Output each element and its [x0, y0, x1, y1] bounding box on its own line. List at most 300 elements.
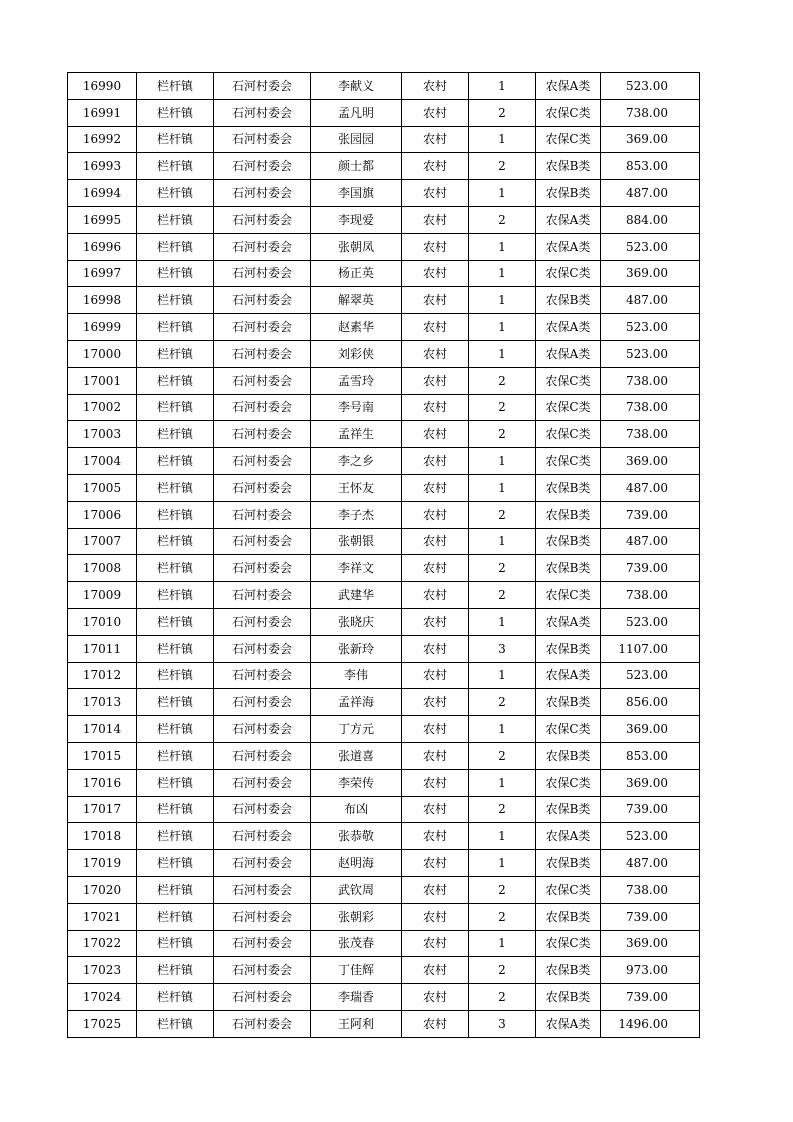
amount-cell: 523.00	[601, 340, 700, 367]
serial-number-cell: 16995	[68, 206, 137, 233]
person-name-cell: 张恭敬	[311, 823, 402, 850]
village-committee-cell: 石河村委会	[214, 153, 311, 180]
insurance-category-cell: 农保C类	[536, 582, 601, 609]
area-type-cell: 农村	[402, 73, 469, 100]
area-type-cell: 农村	[402, 716, 469, 743]
person-name-cell: 李瑞香	[311, 984, 402, 1011]
amount-cell: 523.00	[601, 73, 700, 100]
table-row	[68, 635, 700, 662]
village-committee-cell: 石河村委会	[214, 662, 311, 689]
area-type-cell: 农村	[402, 635, 469, 662]
serial-number-cell: 16994	[68, 180, 137, 207]
serial-number-cell: 17025	[68, 1010, 137, 1037]
village-committee-cell: 石河村委会	[214, 608, 311, 635]
amount-cell: 853.00	[601, 742, 700, 769]
insurance-category-cell: 农保A类	[536, 314, 601, 341]
village-committee-cell: 石河村委会	[214, 582, 311, 609]
area-type-cell: 农村	[402, 528, 469, 555]
village-committee-cell: 石河村委会	[214, 501, 311, 528]
area-type-cell: 农村	[402, 608, 469, 635]
amount-cell: 369.00	[601, 126, 700, 153]
insurance-category-cell: 农保B类	[536, 474, 601, 501]
table-row	[68, 876, 700, 903]
town-cell: 栏杆镇	[137, 1010, 214, 1037]
insurance-category-cell: 农保C类	[536, 769, 601, 796]
town-cell: 栏杆镇	[137, 474, 214, 501]
insurance-category-cell: 农保B类	[536, 501, 601, 528]
amount-cell: 487.00	[601, 528, 700, 555]
serial-number-cell: 17021	[68, 903, 137, 930]
amount-cell: 1496.00	[601, 1010, 700, 1037]
person-name-cell: 李荣传	[311, 769, 402, 796]
town-cell: 栏杆镇	[137, 421, 214, 448]
area-type-cell: 农村	[402, 689, 469, 716]
area-type-cell: 农村	[402, 582, 469, 609]
amount-cell: 738.00	[601, 99, 700, 126]
person-name-cell: 张新玲	[311, 635, 402, 662]
village-committee-cell: 石河村委会	[214, 528, 311, 555]
household-count-cell: 1	[469, 716, 536, 743]
person-name-cell: 王阿利	[311, 1010, 402, 1037]
amount-cell: 738.00	[601, 367, 700, 394]
table-row	[68, 582, 700, 609]
table-row	[68, 474, 700, 501]
town-cell: 栏杆镇	[137, 716, 214, 743]
serial-number-cell: 17000	[68, 340, 137, 367]
village-committee-cell: 石河村委会	[214, 796, 311, 823]
serial-number-cell: 17020	[68, 876, 137, 903]
amount-cell: 738.00	[601, 876, 700, 903]
area-type-cell: 农村	[402, 99, 469, 126]
household-count-cell: 3	[469, 635, 536, 662]
area-type-cell: 农村	[402, 930, 469, 957]
household-count-cell: 1	[469, 233, 536, 260]
village-committee-cell: 石河村委会	[214, 287, 311, 314]
village-committee-cell: 石河村委会	[214, 1010, 311, 1037]
insurance-category-cell: 农保B类	[536, 903, 601, 930]
household-count-cell: 1	[469, 769, 536, 796]
area-type-cell: 农村	[402, 957, 469, 984]
village-committee-cell: 石河村委会	[214, 903, 311, 930]
person-name-cell: 李现爱	[311, 206, 402, 233]
person-name-cell: 李国旗	[311, 180, 402, 207]
person-name-cell: 李祥文	[311, 555, 402, 582]
insurance-category-cell: 农保B类	[536, 287, 601, 314]
insurance-category-cell: 农保C类	[536, 876, 601, 903]
person-name-cell: 丁佳辉	[311, 957, 402, 984]
person-name-cell: 李号南	[311, 394, 402, 421]
town-cell: 栏杆镇	[137, 903, 214, 930]
household-count-cell: 1	[469, 73, 536, 100]
town-cell: 栏杆镇	[137, 206, 214, 233]
serial-number-cell: 17019	[68, 850, 137, 877]
serial-number-cell: 16996	[68, 233, 137, 260]
town-cell: 栏杆镇	[137, 662, 214, 689]
serial-number-cell: 17008	[68, 555, 137, 582]
table-row	[68, 206, 700, 233]
household-count-cell: 1	[469, 340, 536, 367]
area-type-cell: 农村	[402, 206, 469, 233]
table-row	[68, 769, 700, 796]
person-name-cell: 武钦周	[311, 876, 402, 903]
village-committee-cell: 石河村委会	[214, 716, 311, 743]
serial-number-cell: 16993	[68, 153, 137, 180]
table-row	[68, 501, 700, 528]
serial-number-cell: 17014	[68, 716, 137, 743]
household-count-cell: 2	[469, 689, 536, 716]
area-type-cell: 农村	[402, 367, 469, 394]
table-row	[68, 448, 700, 475]
serial-number-cell: 17003	[68, 421, 137, 448]
village-committee-cell: 石河村委会	[214, 850, 311, 877]
household-count-cell: 1	[469, 126, 536, 153]
village-committee-cell: 石河村委会	[214, 876, 311, 903]
insurance-category-cell: 农保B类	[536, 957, 601, 984]
village-committee-cell: 石河村委会	[214, 421, 311, 448]
insurance-category-cell: 农保B类	[536, 180, 601, 207]
household-count-cell: 2	[469, 367, 536, 394]
serial-number-cell: 17009	[68, 582, 137, 609]
village-committee-cell: 石河村委会	[214, 340, 311, 367]
serial-number-cell: 17004	[68, 448, 137, 475]
area-type-cell: 农村	[402, 769, 469, 796]
amount-cell: 1107.00	[601, 635, 700, 662]
village-committee-cell: 石河村委会	[214, 233, 311, 260]
amount-cell: 369.00	[601, 260, 700, 287]
insurance-category-cell: 农保B类	[536, 742, 601, 769]
area-type-cell: 农村	[402, 287, 469, 314]
household-count-cell: 3	[469, 1010, 536, 1037]
amount-cell: 739.00	[601, 984, 700, 1011]
area-type-cell: 农村	[402, 340, 469, 367]
town-cell: 栏杆镇	[137, 73, 214, 100]
amount-cell: 739.00	[601, 555, 700, 582]
serial-number-cell: 17013	[68, 689, 137, 716]
table-row	[68, 823, 700, 850]
serial-number-cell: 17017	[68, 796, 137, 823]
town-cell: 栏杆镇	[137, 153, 214, 180]
insurance-category-cell: 农保C类	[536, 448, 601, 475]
amount-cell: 853.00	[601, 153, 700, 180]
person-name-cell: 布凶	[311, 796, 402, 823]
area-type-cell: 农村	[402, 421, 469, 448]
table-row	[68, 1010, 700, 1037]
table-row	[68, 555, 700, 582]
insurance-category-cell: 农保C类	[536, 367, 601, 394]
town-cell: 栏杆镇	[137, 769, 214, 796]
table-row	[68, 73, 700, 100]
table-row	[68, 394, 700, 421]
table-row	[68, 153, 700, 180]
household-count-cell: 2	[469, 501, 536, 528]
table-row	[68, 340, 700, 367]
insurance-category-cell: 农保C类	[536, 930, 601, 957]
serial-number-cell: 16997	[68, 260, 137, 287]
person-name-cell: 孟祥生	[311, 421, 402, 448]
person-name-cell: 孟祥海	[311, 689, 402, 716]
amount-cell: 369.00	[601, 448, 700, 475]
insurance-category-cell: 农保B类	[536, 796, 601, 823]
table-row	[68, 796, 700, 823]
household-count-cell: 2	[469, 421, 536, 448]
household-count-cell: 1	[469, 528, 536, 555]
town-cell: 栏杆镇	[137, 876, 214, 903]
roster-body	[68, 73, 700, 1038]
serial-number-cell: 17023	[68, 957, 137, 984]
table-row	[68, 850, 700, 877]
person-name-cell: 李献义	[311, 73, 402, 100]
village-committee-cell: 石河村委会	[214, 367, 311, 394]
amount-cell: 523.00	[601, 314, 700, 341]
town-cell: 栏杆镇	[137, 689, 214, 716]
serial-number-cell: 17005	[68, 474, 137, 501]
household-count-cell: 2	[469, 742, 536, 769]
village-committee-cell: 石河村委会	[214, 742, 311, 769]
table-row	[68, 528, 700, 555]
person-name-cell: 张朝银	[311, 528, 402, 555]
amount-cell: 523.00	[601, 608, 700, 635]
insurance-category-cell: 农保A类	[536, 823, 601, 850]
person-name-cell: 赵素华	[311, 314, 402, 341]
town-cell: 栏杆镇	[137, 796, 214, 823]
village-committee-cell: 石河村委会	[214, 448, 311, 475]
amount-cell: 487.00	[601, 850, 700, 877]
person-name-cell: 武建华	[311, 582, 402, 609]
household-count-cell: 2	[469, 206, 536, 233]
village-committee-cell: 石河村委会	[214, 180, 311, 207]
table-row	[68, 742, 700, 769]
serial-number-cell: 17022	[68, 930, 137, 957]
amount-cell: 738.00	[601, 421, 700, 448]
amount-cell: 487.00	[601, 180, 700, 207]
household-count-cell: 1	[469, 930, 536, 957]
insurance-category-cell: 农保C类	[536, 421, 601, 448]
person-name-cell: 李伟	[311, 662, 402, 689]
village-committee-cell: 石河村委会	[214, 930, 311, 957]
person-name-cell: 孟凡明	[311, 99, 402, 126]
table-row	[68, 984, 700, 1011]
insurance-category-cell: 农保B类	[536, 555, 601, 582]
area-type-cell: 农村	[402, 876, 469, 903]
amount-cell: 973.00	[601, 957, 700, 984]
table-row	[68, 314, 700, 341]
person-name-cell: 赵明海	[311, 850, 402, 877]
insurance-category-cell: 农保A类	[536, 206, 601, 233]
village-committee-cell: 石河村委会	[214, 394, 311, 421]
household-count-cell: 2	[469, 984, 536, 1011]
serial-number-cell: 17016	[68, 769, 137, 796]
person-name-cell: 颜士都	[311, 153, 402, 180]
town-cell: 栏杆镇	[137, 394, 214, 421]
table-row	[68, 367, 700, 394]
area-type-cell: 农村	[402, 742, 469, 769]
person-name-cell: 王怀友	[311, 474, 402, 501]
household-count-cell: 1	[469, 287, 536, 314]
area-type-cell: 农村	[402, 823, 469, 850]
area-type-cell: 农村	[402, 555, 469, 582]
amount-cell: 369.00	[601, 769, 700, 796]
amount-cell: 487.00	[601, 287, 700, 314]
town-cell: 栏杆镇	[137, 582, 214, 609]
household-count-cell: 2	[469, 582, 536, 609]
table-row	[68, 99, 700, 126]
insurance-category-cell: 农保B类	[536, 850, 601, 877]
insurance-category-cell: 农保A类	[536, 233, 601, 260]
area-type-cell: 农村	[402, 448, 469, 475]
area-type-cell: 农村	[402, 233, 469, 260]
amount-cell: 739.00	[601, 501, 700, 528]
table-row	[68, 930, 700, 957]
area-type-cell: 农村	[402, 984, 469, 1011]
table-row	[68, 903, 700, 930]
household-count-cell: 2	[469, 903, 536, 930]
table-row	[68, 233, 700, 260]
amount-cell: 739.00	[601, 903, 700, 930]
area-type-cell: 农村	[402, 314, 469, 341]
town-cell: 栏杆镇	[137, 99, 214, 126]
serial-number-cell: 17010	[68, 608, 137, 635]
serial-number-cell: 17006	[68, 501, 137, 528]
insurance-category-cell: 农保C类	[536, 260, 601, 287]
person-name-cell: 李子杰	[311, 501, 402, 528]
insurance-category-cell: 农保C类	[536, 99, 601, 126]
insurance-category-cell: 农保A类	[536, 73, 601, 100]
town-cell: 栏杆镇	[137, 126, 214, 153]
household-count-cell: 1	[469, 474, 536, 501]
person-name-cell: 孟雪玲	[311, 367, 402, 394]
serial-number-cell: 17018	[68, 823, 137, 850]
person-name-cell: 丁方元	[311, 716, 402, 743]
town-cell: 栏杆镇	[137, 501, 214, 528]
amount-cell: 369.00	[601, 716, 700, 743]
amount-cell: 487.00	[601, 474, 700, 501]
household-count-cell: 1	[469, 260, 536, 287]
amount-cell: 523.00	[601, 662, 700, 689]
village-committee-cell: 石河村委会	[214, 555, 311, 582]
amount-cell: 884.00	[601, 206, 700, 233]
person-name-cell: 张道喜	[311, 742, 402, 769]
town-cell: 栏杆镇	[137, 555, 214, 582]
insurance-category-cell: 农保C类	[536, 126, 601, 153]
person-name-cell: 李之乡	[311, 448, 402, 475]
area-type-cell: 农村	[402, 796, 469, 823]
town-cell: 栏杆镇	[137, 984, 214, 1011]
serial-number-cell: 16999	[68, 314, 137, 341]
insurance-category-cell: 农保A类	[536, 340, 601, 367]
town-cell: 栏杆镇	[137, 528, 214, 555]
person-name-cell: 刘彩侠	[311, 340, 402, 367]
village-committee-cell: 石河村委会	[214, 474, 311, 501]
town-cell: 栏杆镇	[137, 314, 214, 341]
amount-cell: 369.00	[601, 930, 700, 957]
insurance-category-cell: 农保B类	[536, 528, 601, 555]
serial-number-cell: 17012	[68, 662, 137, 689]
village-committee-cell: 石河村委会	[214, 73, 311, 100]
household-count-cell: 1	[469, 448, 536, 475]
household-count-cell: 2	[469, 153, 536, 180]
village-committee-cell: 石河村委会	[214, 984, 311, 1011]
area-type-cell: 农村	[402, 1010, 469, 1037]
area-type-cell: 农村	[402, 126, 469, 153]
table-row	[68, 608, 700, 635]
table-row	[68, 662, 700, 689]
village-committee-cell: 石河村委会	[214, 689, 311, 716]
insurance-category-cell: 农保C类	[536, 716, 601, 743]
town-cell: 栏杆镇	[137, 287, 214, 314]
household-count-cell: 2	[469, 876, 536, 903]
household-count-cell: 2	[469, 99, 536, 126]
person-name-cell: 杨正英	[311, 260, 402, 287]
area-type-cell: 农村	[402, 180, 469, 207]
town-cell: 栏杆镇	[137, 367, 214, 394]
village-committee-cell: 石河村委会	[214, 635, 311, 662]
insurance-category-cell: 农保A类	[536, 662, 601, 689]
table-row	[68, 180, 700, 207]
household-count-cell: 1	[469, 314, 536, 341]
amount-cell: 523.00	[601, 823, 700, 850]
area-type-cell: 农村	[402, 501, 469, 528]
household-count-cell: 2	[469, 957, 536, 984]
household-count-cell: 1	[469, 180, 536, 207]
serial-number-cell: 17011	[68, 635, 137, 662]
table-row	[68, 716, 700, 743]
table-row	[68, 287, 700, 314]
town-cell: 栏杆镇	[137, 823, 214, 850]
household-count-cell: 1	[469, 850, 536, 877]
insurance-category-cell: 农保B类	[536, 635, 601, 662]
serial-number-cell: 17002	[68, 394, 137, 421]
town-cell: 栏杆镇	[137, 635, 214, 662]
person-name-cell: 张茂春	[311, 930, 402, 957]
serial-number-cell: 16991	[68, 99, 137, 126]
town-cell: 栏杆镇	[137, 957, 214, 984]
area-type-cell: 农村	[402, 260, 469, 287]
household-count-cell: 1	[469, 662, 536, 689]
town-cell: 栏杆镇	[137, 233, 214, 260]
table-row	[68, 421, 700, 448]
village-committee-cell: 石河村委会	[214, 769, 311, 796]
town-cell: 栏杆镇	[137, 448, 214, 475]
serial-number-cell: 16998	[68, 287, 137, 314]
serial-number-cell: 17015	[68, 742, 137, 769]
serial-number-cell: 17024	[68, 984, 137, 1011]
village-committee-cell: 石河村委会	[214, 126, 311, 153]
person-name-cell: 解翠英	[311, 287, 402, 314]
area-type-cell: 农村	[402, 903, 469, 930]
person-name-cell: 张园园	[311, 126, 402, 153]
table-row	[68, 689, 700, 716]
town-cell: 栏杆镇	[137, 608, 214, 635]
town-cell: 栏杆镇	[137, 260, 214, 287]
person-name-cell: 张朝凤	[311, 233, 402, 260]
amount-cell: 856.00	[601, 689, 700, 716]
amount-cell: 738.00	[601, 394, 700, 421]
household-count-cell: 2	[469, 394, 536, 421]
town-cell: 栏杆镇	[137, 850, 214, 877]
area-type-cell: 农村	[402, 850, 469, 877]
area-type-cell: 农村	[402, 474, 469, 501]
village-committee-cell: 石河村委会	[214, 823, 311, 850]
insurance-category-cell: 农保B类	[536, 153, 601, 180]
person-name-cell: 张朝彩	[311, 903, 402, 930]
person-name-cell: 张晓庆	[311, 608, 402, 635]
town-cell: 栏杆镇	[137, 340, 214, 367]
village-committee-cell: 石河村委会	[214, 957, 311, 984]
village-committee-cell: 石河村委会	[214, 260, 311, 287]
area-type-cell: 农村	[402, 662, 469, 689]
town-cell: 栏杆镇	[137, 930, 214, 957]
insurance-category-cell: 农保A类	[536, 1010, 601, 1037]
